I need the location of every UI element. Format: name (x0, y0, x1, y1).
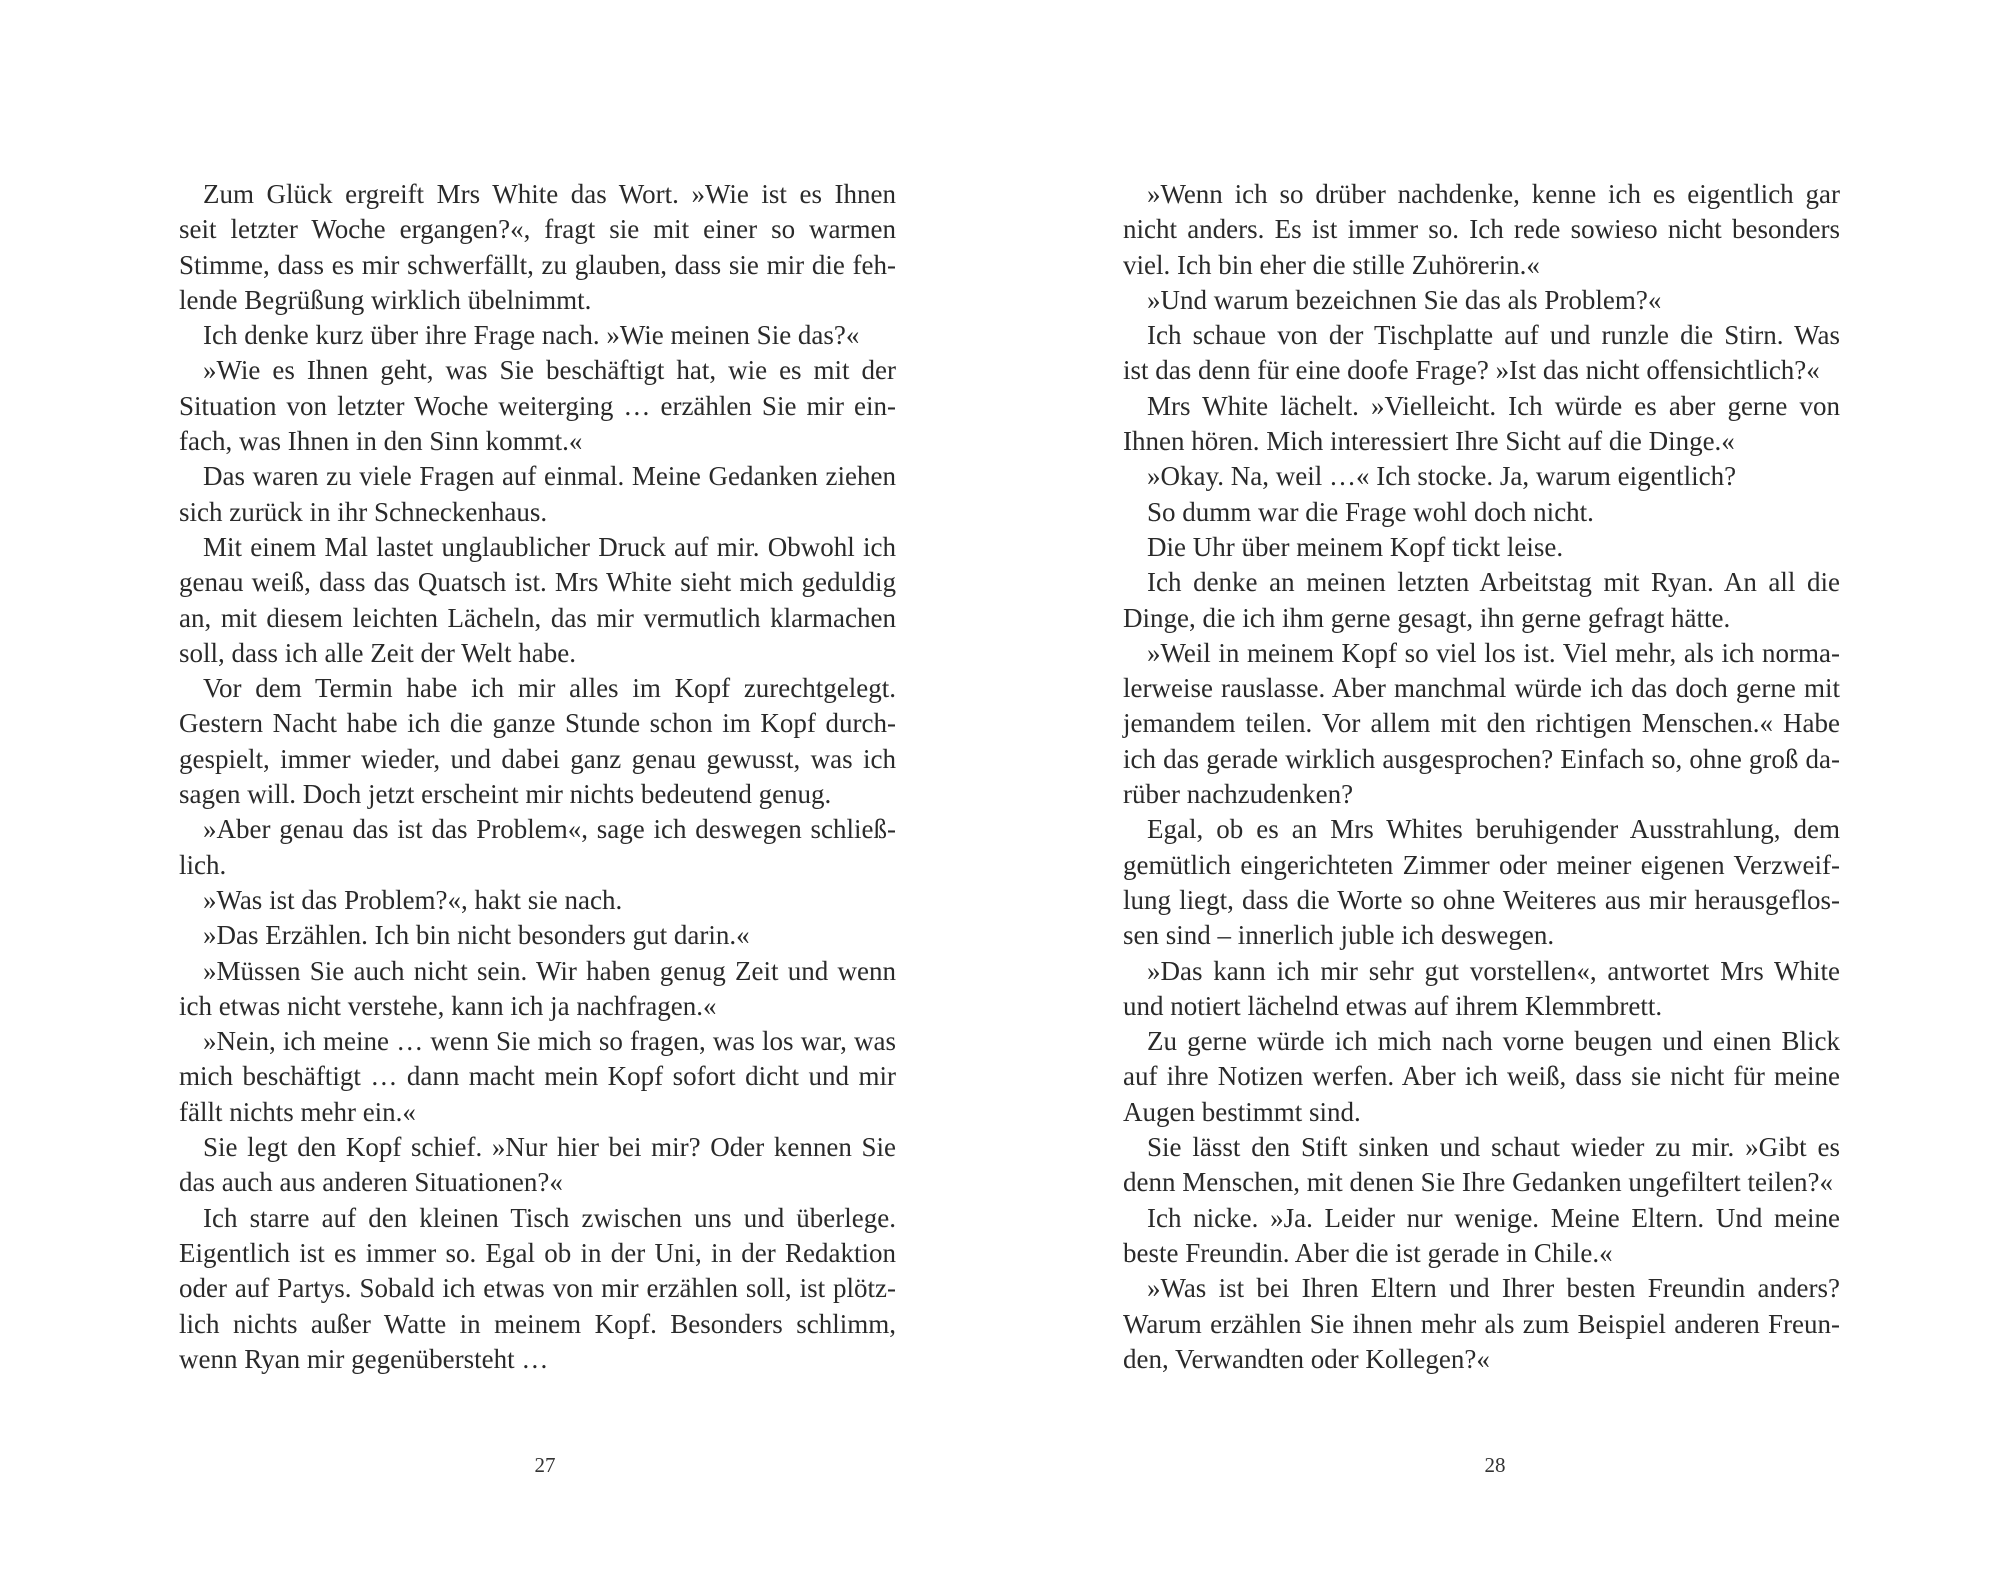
text-line: mich beschäftigt … dann macht mein Kopf sofort dicht und mir (179, 1061, 896, 1092)
text-line: rüber nachzudenken? (1123, 779, 1354, 810)
text-line: Ich denke kurz über ihre Frage nach. »Wie meinen Sie das?« (203, 320, 860, 351)
text-line: »Nein, ich meine … wenn Sie mich so fragen, was los war, was (203, 1026, 896, 1057)
text-line: Ich nicke. »Ja. Leider nur wenige. Meine Eltern. Und meine (1147, 1202, 1840, 1233)
text-line: lung liegt, dass die Worte so ohne Weiteres aus mir herausgeflos- (1123, 884, 1840, 915)
text-line: sen sind – innerlich juble ich deswegen. (1123, 920, 1555, 951)
text-line: So dumm war die Frage wohl doch nicht. (1147, 496, 1594, 527)
text-line: wenn Ryan mir gegenübersteht … (179, 1343, 549, 1374)
text-line: Zu gerne würde ich mich nach vorne beugen und einen Blick (1147, 1026, 1840, 1057)
text-line: Ihnen hören. Mich interessiert Ihre Sicht auf die Dinge.« (1123, 426, 1735, 457)
text-line: oder auf Partys. Sobald ich etwas von mir erzählen soll, ist plötz- (179, 1273, 896, 1304)
text-line: Egal, ob es an Mrs Whites beruhigender Ausstrahlung, dem (1147, 814, 1840, 845)
text-line: Die Uhr über meinem Kopf tickt leise. (1147, 531, 1564, 562)
text-line: ist das denn für eine doofe Frage? »Ist das nicht offensichtlich?« (1123, 355, 1820, 386)
text-line: nicht anders. Es ist immer so. Ich rede sowieso nicht besonders (1123, 214, 1840, 245)
text-line: viel. Ich bin eher die stille Zuhörerin.« (1123, 249, 1540, 280)
text-line: Eigentlich ist es immer so. Egal ob in der Uni, in der Redaktion (179, 1237, 896, 1268)
text-line: Gestern Nacht habe ich die ganze Stunde schon im Kopf durch- (179, 708, 896, 739)
text-line: »Müssen Sie auch nicht sein. Wir haben genug Zeit und wenn (203, 955, 896, 986)
text-line: »Aber genau das ist das Problem«, sage ich deswegen schließ- (203, 814, 896, 845)
text-line: »Okay. Na, weil …« Ich stocke. Ja, warum eigentlich? (1147, 461, 1737, 492)
text-line: Sie lässt den Stift sinken und schaut wieder zu mir. »Gibt es (1147, 1132, 1840, 1163)
text-line: »Was ist bei Ihren Eltern und Ihrer besten Freundin anders? (1147, 1273, 1840, 1304)
text-line: lende Begrüßung wirklich übelnimmt. (179, 284, 592, 315)
text-line: beste Freundin. Aber die ist gerade in Chile.« (1123, 1237, 1613, 1268)
text-line: Dinge, die ich ihm gerne gesagt, ihn gerne gefragt hätte. (1123, 602, 1731, 633)
text-line: »Und warum bezeichnen Sie das als Problem?« (1147, 284, 1662, 315)
right-page (1000, 0, 2000, 1593)
text-line: ich etwas nicht verstehe, kann ich ja nachfragen.« (179, 990, 717, 1021)
text-line: Ich denke an meinen letzten Arbeitstag mit Ryan. An all die (1147, 567, 1840, 598)
text-line: lich. (179, 849, 227, 880)
right-page-text (1123, 177, 1840, 1377)
text-line: den, Verwandten oder Kollegen?« (1123, 1343, 1490, 1374)
text-line: »Das kann ich mir sehr gut vorstellen«, antwortet Mrs White (1147, 955, 1840, 986)
text-line: fach, was Ihnen in den Sinn kommt.« (179, 426, 583, 457)
text-line: »Was ist das Problem?«, hakt sie nach. (203, 884, 623, 915)
text-line: Das waren zu viele Fragen auf einmal. Meine Gedanken ziehen (203, 461, 896, 492)
text-line: auf ihre Notizen werfen. Aber ich weiß, dass sie nicht für meine (1123, 1061, 1840, 1092)
text-line: Warum erzählen Sie ihnen mehr als zum Beispiel anderen Freun- (1123, 1308, 1840, 1339)
text-line: »Wenn ich so drüber nachdenke, kenne ich es eigentlich gar (1147, 179, 1840, 209)
text-line: gespielt, immer wieder, und dabei ganz genau gewusst, was ich (179, 743, 896, 774)
text-line: lich nichts außer Watte in meinem Kopf. Besonders schlimm, (179, 1308, 896, 1339)
text-line: Mrs White lächelt. »Vielleicht. Ich würde es aber gerne von (1147, 390, 1840, 421)
text-line: an, mit diesem leichten Lächeln, das mir vermutlich klarmachen (179, 602, 896, 633)
text-line: Sie legt den Kopf schief. »Nur hier bei mir? Oder kennen Sie (203, 1132, 896, 1163)
text-line: Mit einem Mal lastet unglaublicher Druck auf mir. Obwohl ich (203, 531, 896, 562)
text-line: Situation von letzter Woche weiterging … erzählen Sie mir ein- (179, 390, 896, 421)
text-line: gemütlich eingerichteten Zimmer oder meiner eigenen Verzweif- (1123, 849, 1840, 880)
text-line: und notiert lächelnd etwas auf ihrem Klemmbrett. (1123, 990, 1663, 1021)
text-line: Ich schaue von der Tischplatte auf und runzle die Stirn. Was (1147, 320, 1840, 351)
left-page-text (179, 177, 896, 1377)
text-line: »Wie es Ihnen geht, was Sie beschäftigt hat, wie es mit der (203, 355, 896, 386)
text-line: sich zurück in ihr Schneckenhaus. (179, 496, 548, 527)
text-line: »Weil in meinem Kopf so viel los ist. Viel mehr, als ich norma- (1147, 637, 1840, 668)
text-line: Zum Glück ergreift Mrs White das Wort. »Wie ist es Ihnen (203, 179, 896, 209)
text-line: ich das gerade wirklich ausgesprochen? Einfach so, ohne groß da- (1123, 743, 1840, 774)
text-line: lerweise rauslasse. Aber manchmal würde ich das doch gerne mit (1123, 673, 1840, 704)
text-line: Ich starre auf den kleinen Tisch zwischen uns und überlege. (203, 1202, 896, 1233)
text-line: genau weiß, dass das Quatsch ist. Mrs White sieht mich geduldig (179, 567, 896, 598)
text-line: jemandem teilen. Vor allem mit den richtigen Menschen.« Habe (1123, 708, 1840, 739)
text-line: Augen bestimmt sind. (1123, 1096, 1361, 1127)
page-number: 27 (534, 1453, 556, 1477)
text-line: Vor dem Termin habe ich mir alles im Kopf zurechtgelegt. (203, 673, 896, 704)
text-line: »Das Erzählen. Ich bin nicht besonders gut darin.« (203, 920, 750, 951)
text-line: Stimme, dass es mir schwerfällt, zu glauben, dass sie mir die feh- (179, 249, 896, 280)
page-number: 28 (1484, 1453, 1506, 1477)
text-line: seit letzter Woche ergangen?«, fragt sie mit einer so warmen (179, 214, 896, 245)
text-line: soll, dass ich alle Zeit der Welt habe. (179, 637, 576, 668)
text-line: denn Menschen, mit denen Sie Ihre Gedanken ungefiltert teilen?« (1123, 1167, 1834, 1198)
text-line: fällt nichts mehr ein.« (179, 1096, 416, 1127)
text-line: das auch aus anderen Situationen?« (179, 1167, 563, 1198)
text-line: sagen will. Doch jetzt erscheint mir nichts bedeutend genug. (179, 779, 832, 810)
